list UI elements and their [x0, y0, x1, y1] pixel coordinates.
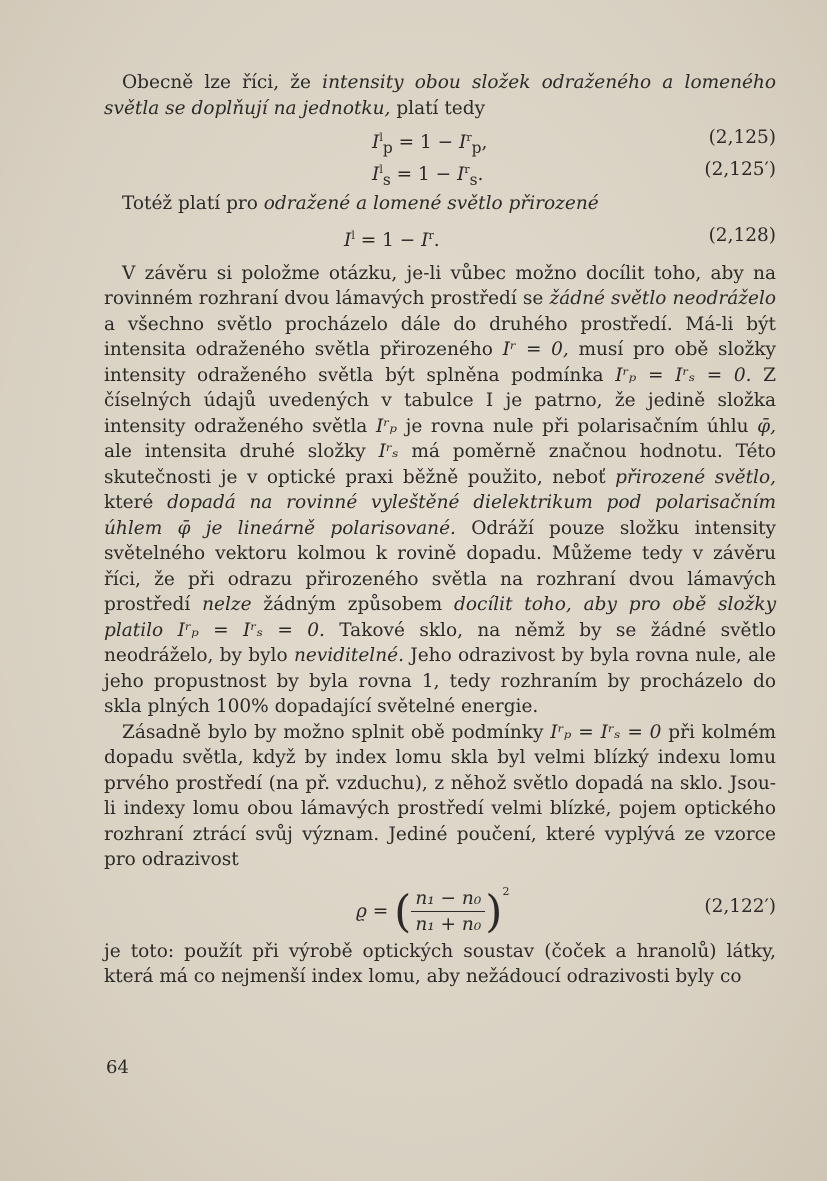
intro-text: Obecně lze říci, že — [122, 72, 323, 93]
natural-light-line: Totéž platí pro odražené a lomené světlo přirozené — [122, 193, 599, 214]
page-body — [104, 70, 776, 990]
equation-number: (2,125′) — [704, 159, 776, 180]
reflectance-fraction: $\frac{\text{n₁ − n₀}}{\text{n₁ + n₀}}$ — [411, 886, 485, 938]
equation-2-128: $I^l = 1 - I^r$. (2,128) — [344, 224, 776, 251]
paragraph-conclusion: V závěru si položme otázku, je-li vůbec možno docílit toho, aby na rovinném rozhraní dvou lámavých prostředí se žádné světlo neodráželo a všechno světlo procházelo dále do druhého prostředí. Má-li být intensita odraženého světla přirozeného Iʳ = 0, musí pro obě složky intensity odraženého světla být splněna podmínka Iʳₚ = Iʳₛ = 0. Z číselných údajů uvedených v tabulce I je patrno, že jedině složka intensity odraženého světla Iʳₚ je rovna nule při polarisačním úhlu φ̄, ale intensita druhé složky Iʳₛ má poměrně značnou hodnotu. Této skutečnosti je v optické praxi běžně použito, neboť přirozené světlo, které dopadá na rovinné vyleštěné dielektrikum pod polarisačním úhlem φ̄ je lineárně polarisované. Odráží pouze složku intensity světelného vektoru kolmou k rovině dopadu. Můžeme tedy v závěru říci, že při odrazu přirozeného světla na rozhraní dvou lámavých prostředí nelze žádným způsobem docílit toho, aby pro obě složky platilo Iʳₚ = Iʳₛ = 0. Takové sklo, na němž by se žádné světlo neodráželo, by bylo neviditelné. Jeho odrazivost by byla rovna nule, ale jeho propustnost by byla rovna 1, tedy rozhraním by procházelo do skla plných 100% dopadající světelné energie. — [104, 262, 777, 717]
intro-text-tail: platí tedy — [390, 97, 486, 119]
equation-number: (2,128) — [708, 224, 776, 246]
eq-lhs: I — [372, 164, 380, 186]
reflectance-lhs: ϱ = — [356, 900, 389, 922]
equation-2-125-prime: $I^l_s = 1 - I^r_s$. (2,125′) — [372, 159, 776, 189]
equation-2-125: $I^l_p = 1 - I^r_p$, (2,125) — [372, 127, 776, 157]
equation-number: (2,122′) — [704, 895, 776, 917]
eq-lhs: I — [344, 229, 352, 251]
paragraph-lesson: je toto: použít při výrobě optických soustav (čoček a hranolů) látky, která má co nejmenší index lomu, aby nežádoucí odrazivosti byly co — [104, 940, 776, 987]
eq-lhs: I — [372, 132, 380, 154]
page-number: 64 — [106, 1057, 129, 1078]
paragraph-normal-incidence: Zásadně bylo by možno splnit obě podmínky Iʳₚ = Iʳₛ = 0 při kolmém dopadu světla, když by index lomu skla byl velmi blízký indexu lomu prvého prostředí (na př. vzduchu), z něhož světlo dopadá na sklo. Jsou-li indexy lomu obou lámavých prostředí velmi blízké, pojem optického rozhraní ztrácí svůj význam. Jediné poučení, které vyplývá ze vzorce pro odrazivost — [104, 721, 776, 870]
equation-reflectance: ϱ = ( $\frac{\text{n₁ − n₀}}{\text{n₁ + n₀}}$ )$^2$ (2,122′) — [356, 884, 776, 937]
equation-number: (2,125) — [708, 127, 776, 148]
intro-italic-text: intensity obou složek odraženého a lomeného světla se doplňují na jednotku, — [104, 72, 776, 119]
intro-paragraph — [104, 70, 776, 121]
